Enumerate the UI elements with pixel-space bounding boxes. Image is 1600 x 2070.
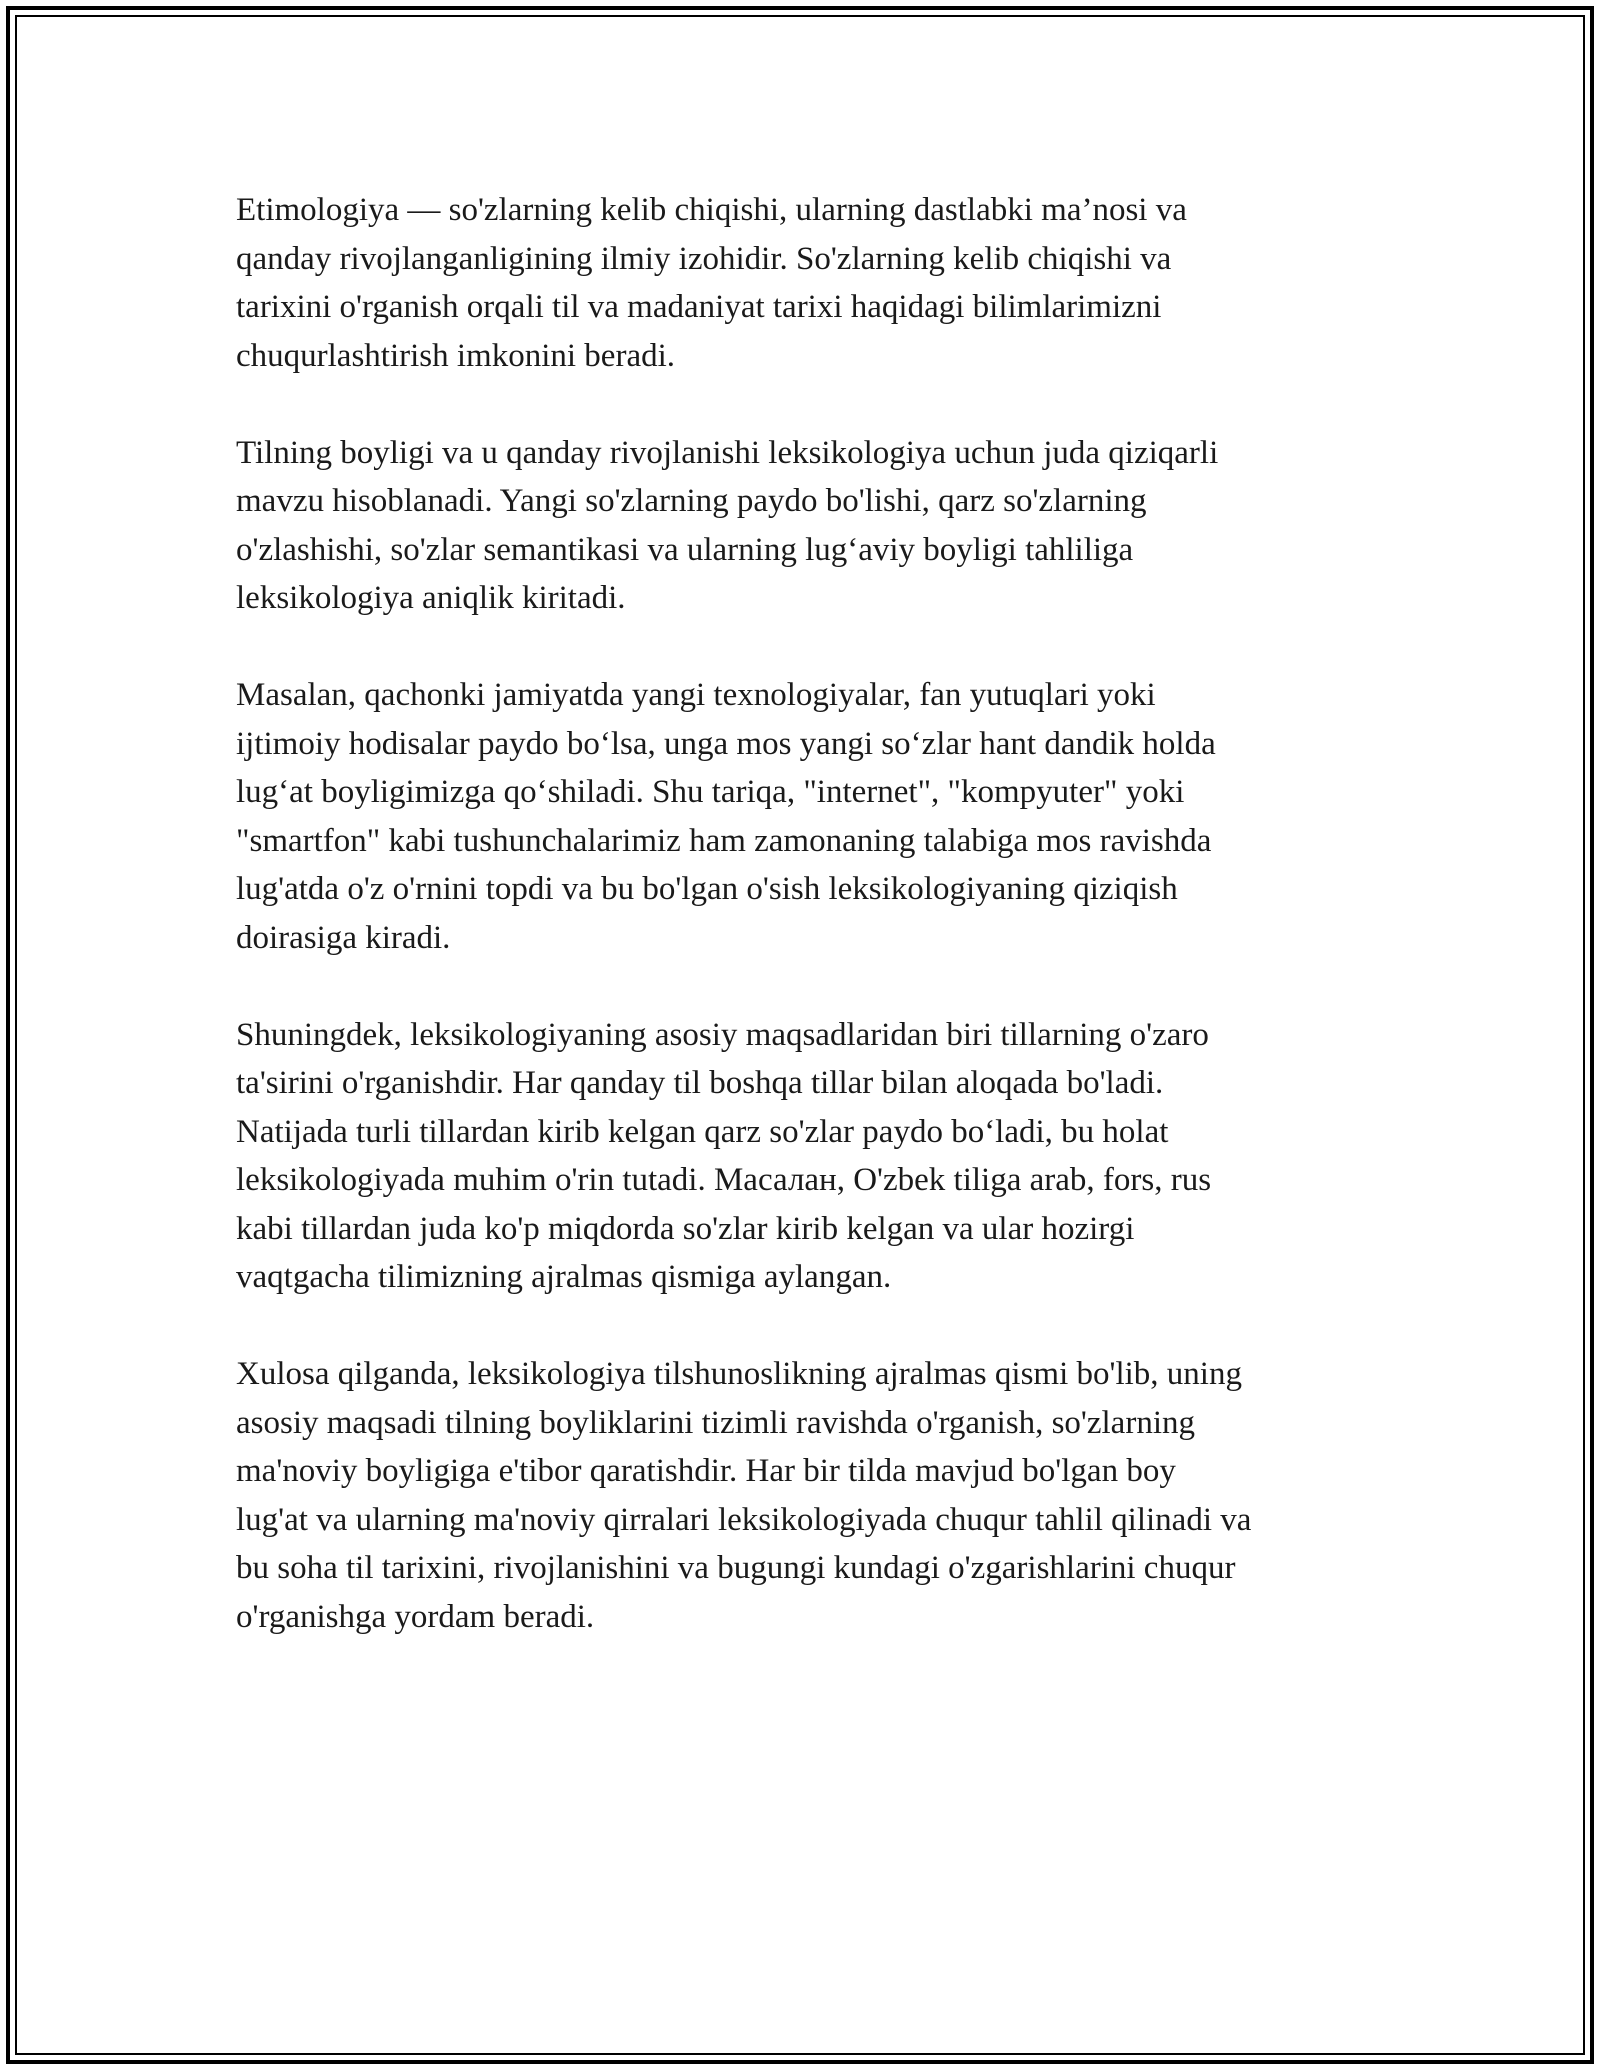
text-line: ijtimoiy hodisalar paydo bo‘lsa, unga mos yangi so‘zlar hant dandik holda [236, 725, 1216, 762]
paragraph [236, 186, 1386, 380]
paragraph [236, 429, 1386, 623]
text-line: Etimologiya — so'zlarning kelib chiqishi, ularning dastlabki ma’nosi va [236, 192, 1187, 228]
text-line: chuqurlashtirish imkonini beradi. [236, 337, 676, 374]
text-line: kabi tillardan juda ko'p miqdorda so'zlar kirib kelgan va ular hozirgi [236, 1210, 1135, 1247]
text-line: Xulosa qilganda, leksikologiya tilshunoslikning ajralmas qismi bo'lib, uning [236, 1356, 1242, 1392]
text-line: lug'atda o'z o'rnini topdi va bu bo'lgan o'sish leksikologiyaning qiziqish [236, 871, 1178, 907]
text-line: lug‘at boyligimizga qo‘shiladi. Shu tariqa, "internet", "kompyuter" yoki [236, 774, 1185, 810]
paragraph [236, 1350, 1386, 1641]
text-line: doirasiga kiradi. [236, 919, 451, 956]
text-line: Tilning boyligi va u qanday rivojlanishi leksikologiya uchun juda qiziqarli [236, 434, 1219, 471]
text-line: "smartfon" kabi tushunchalarimiz ham zamonaning talabiga mos ravishda [236, 822, 1212, 859]
text-line: Shuningdek, leksikologiyaning asosiy maqsadlaridan biri tillarning o'zaro [236, 1016, 1209, 1053]
text-line: leksikologiya aniqlik kiritadi. [236, 580, 626, 616]
text-line: qanday rivojlanganligining ilmiy izohidir. So'zlarning kelib chiqishi va [236, 240, 1172, 277]
paragraph [236, 671, 1386, 962]
text-line: o'zlashishi, so'zlar semantikasi va ularning lug‘aviy boyligi tahliliga [236, 531, 1134, 568]
text-line: tarixini o'rganish orqali til va madaniyat tarixi haqidagi bilimlarimizni [236, 289, 1162, 325]
text-line: leksikologiyada muhim o'rin tutadi. Масалан, O'zbek tiliga arab, fors, rus [236, 1162, 1212, 1198]
text-line: bu soha til tarixini, rivojlanishini va bugungi kundagi o'zgarishlarini chuqur [236, 1550, 1236, 1586]
text-line: lug'at va ularning ma'noviy qirralari leksikologiyada chuqur tahlil qilinadi va [236, 1501, 1252, 1538]
text-line: mavzu hisoblanadi. Yangi so'zlarning paydo bo'lishi, qarz so'zlarning [236, 483, 1147, 519]
text-line: Natijada turli tillardan kirib kelgan qarz so'zlar paydo bo‘ladi, bu holat [236, 1113, 1169, 1150]
text-line: asosiy maqsadi tilning boyliklarini tizimli ravishda o'rganish, so'zlarning [236, 1404, 1195, 1441]
document-body [236, 186, 1386, 1690]
text-line: vaqtgacha tilimizning ajralmas qismiga aylangan. [236, 1259, 892, 1295]
text-line: ma'noviy boyligiga e'tibor qaratishdir. Har bir tilda mavjud bo'lgan boy [236, 1453, 1176, 1489]
text-line: Masalan, qachonki jamiyatda yangi texnologiyalar, fan yutuqlari yoki [236, 677, 1156, 713]
text-line: ta'sirini o'rganishdir. Har qanday til boshqa tillar bilan aloqada bo'ladi. [236, 1065, 1164, 1101]
text-line: o'rganishga yordam beradi. [236, 1598, 595, 1635]
paragraph [236, 1011, 1386, 1302]
